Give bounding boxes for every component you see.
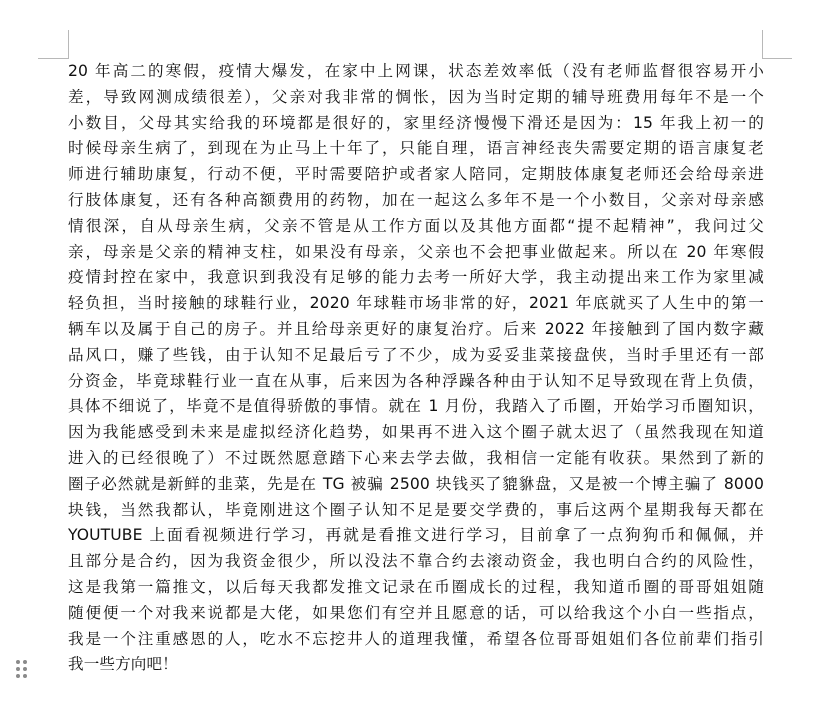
drag-handle-icon[interactable] xyxy=(16,660,30,680)
text-line: 进入的已经很晚了）不过既然愿意踏下心来去学去做，我相信一定能有收获。果然到了新的 xyxy=(68,448,764,467)
text-line: 圈子必然就是新鲜的韭菜，先是在 TG 被骗 2500 块钱买了貔貅盘，又是被一个博主骗了 8000 xyxy=(68,474,764,493)
text-line: 小数目，父母其实给我的环境都是很好的，家里经济慢慢下滑还是因为：15 年我上初一的 xyxy=(68,113,764,132)
text-line: YOUTUBE 上面看视频进行学习，再就是看推文进行学习，目前拿了一点狗狗币和佩佩，并 xyxy=(68,526,764,545)
text-line: 差，导致网测成绩很差），父亲对我非常的惆怅，因为当时定期的辅导班费用每年不是一个 xyxy=(68,87,764,106)
text-line: 随便便一个对我来说都是大佬，如果您们有空并且愿意的话，可以给我这个小白一些指点， xyxy=(68,603,764,622)
text-line: 块钱，当然我都认，毕竟刚进这个圈子认知不足是要交学费的，事后这两个星期我每天都在 xyxy=(68,500,764,519)
text-line: 情很深，自从母亲生病，父亲不管是从工作方面以及其他方面都“提不起精神”，我问过父 xyxy=(68,216,764,235)
crop-mark-top-left-vertical xyxy=(68,30,69,59)
text-line: 我一些方向吧！ xyxy=(68,655,178,674)
text-line: 亲，母亲是父亲的精神支柱，如果没有母亲，父亲也不会把事业做起来。所以在 20 年寒假 xyxy=(68,242,764,261)
text-line: 这是我第一篇推文，以后每天我都发推文记录在币圈成长的过程，我知道币圈的哥哥姐姐随 xyxy=(68,577,764,596)
crop-mark-top-left-horizontal xyxy=(38,58,68,59)
text-line: 辆车以及属于自己的房子。并且给母亲更好的康复治疗。后来 2022 年接触到了国内数字藏 xyxy=(68,319,764,338)
text-line: 疫情封控在家中，我意识到我没有足够的能力去考一所好大学，我主动提出来工作为家里减 xyxy=(68,268,764,287)
crop-mark-top-right-horizontal xyxy=(762,58,792,59)
document-body-text[interactable] xyxy=(68,59,764,678)
text-line: 行肢体康复，还有各种高额费用的药物，加在一起这么多年不是一个小数目，父亲对母亲感 xyxy=(68,190,764,209)
text-line: 我是一个注重感恩的人，吃水不忘挖井人的道理我懂，希望各位哥哥姐姐们各位前辈们指引 xyxy=(68,629,764,648)
text-line: 且部分是合约，因为我资金很少，所以没法不靠合约去滚动资金，我也明白合约的风险性， xyxy=(68,552,764,571)
text-line: 因为我能感受到未来是虚拟经济化趋势，如果再不进入这个圈子就太迟了（虽然我现在知道 xyxy=(68,423,764,442)
text-line: 师进行辅助康复，行动不便，平时需要陪护或者家人陪同，定期肢体康复老师还会给母亲进 xyxy=(68,165,764,184)
text-line: 轻负担，当时接触的球鞋行业，2020 年球鞋市场非常的好，2021 年底就买了人生中的第一 xyxy=(68,294,764,313)
crop-mark-top-right-vertical xyxy=(762,30,763,59)
text-line: 品风口，赚了些钱，由于认知不足最后亏了不少，成为妥妥韭菜接盘侠，当时手里还有一部 xyxy=(68,345,764,364)
text-line: 具体不细说了，毕竟不是值得骄傲的事情。就在 1 月份，我踏入了币圈，开始学习币圈知识， xyxy=(68,397,764,416)
text-line: 时候母亲生病了，到现在为止马上十年了，只能自理，语言神经丧失需要定期的语言康复老 xyxy=(68,139,764,158)
text-line: 分资金，毕竟球鞋行业一直在从事，后来因为各种浮躁各种由于认知不足导致现在背上负债， xyxy=(68,371,764,390)
text-line: 20 年高二的寒假，疫情大爆发，在家中上网课，状态差效率低（没有老师监督很容易开小 xyxy=(68,62,764,80)
